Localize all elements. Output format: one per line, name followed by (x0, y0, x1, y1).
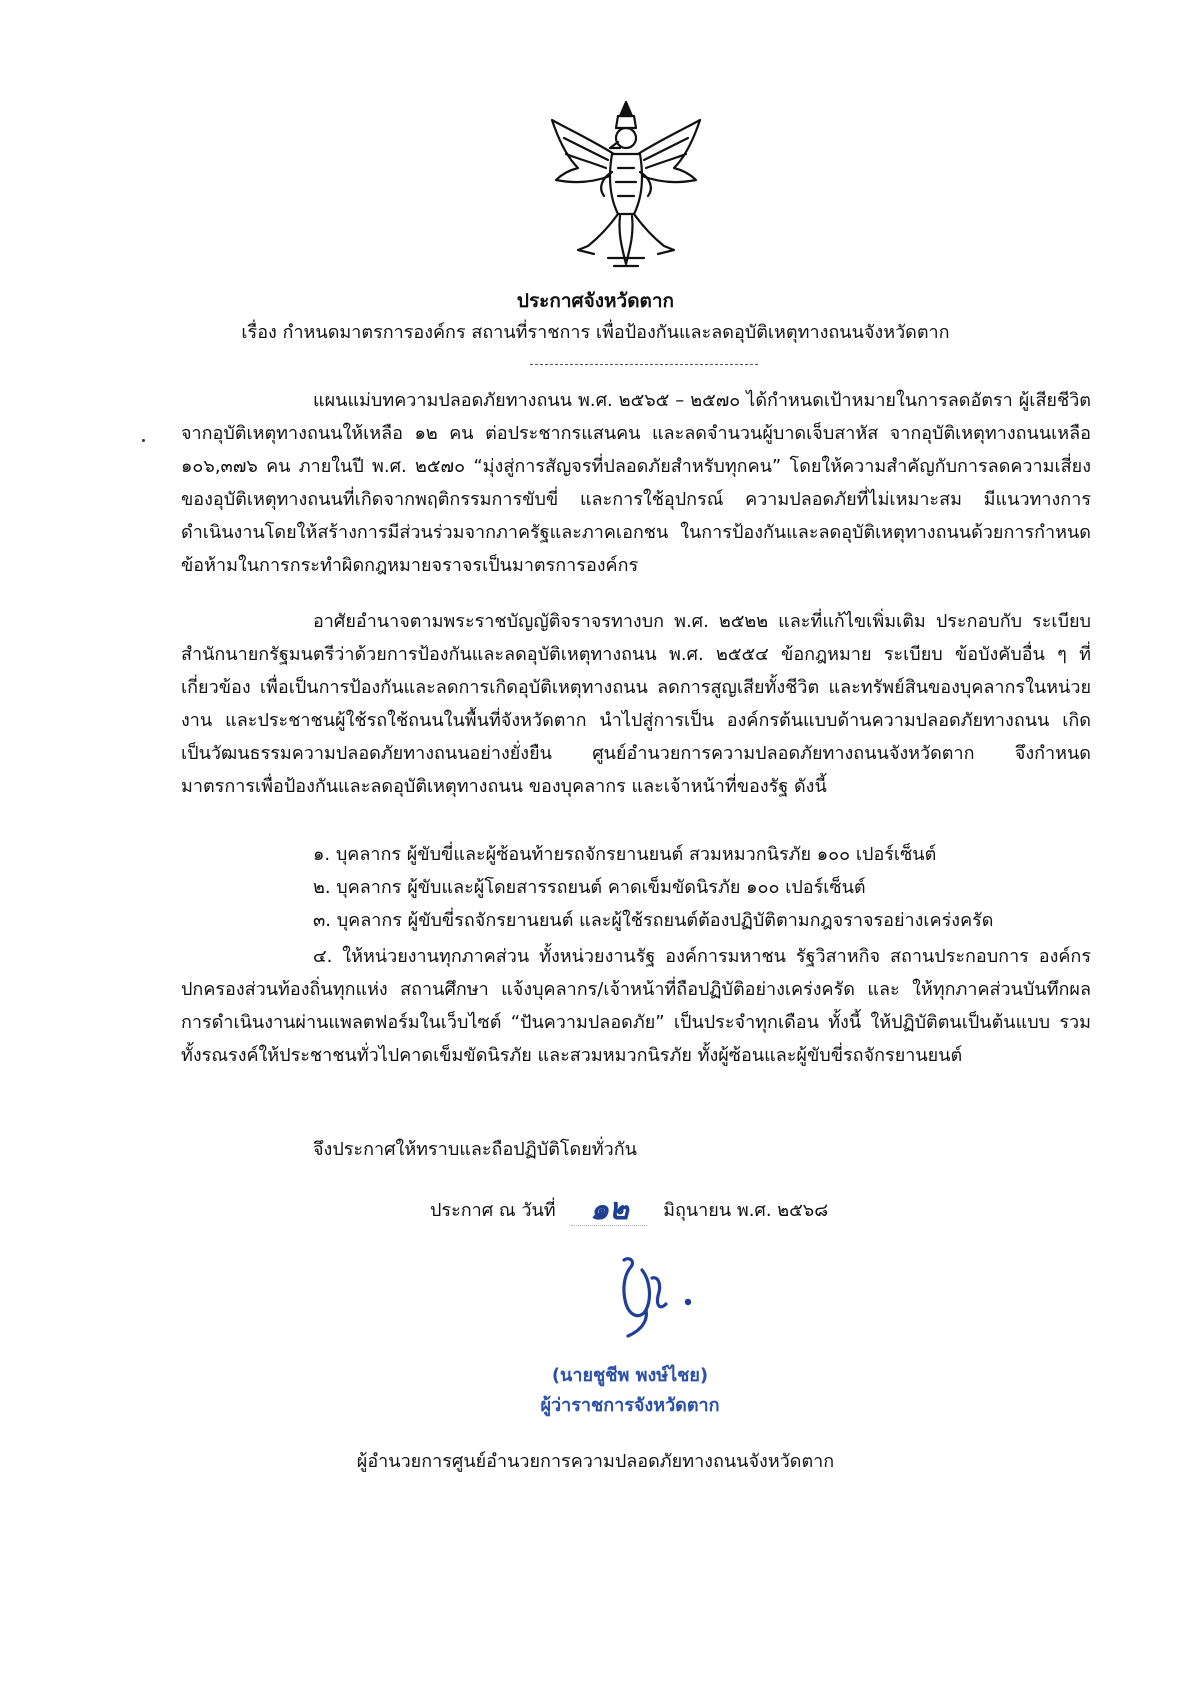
paragraph-legal-authority: อาศัยอำนาจตามพระราชบัญญัติจราจรทางบก พ.ศ. ๒๕๒๒ และที่แก้ไขเพิ่มเติม ประกอบกับ ระเบียบสำนักนายกรัฐมนตรีว่าด้วยการป้องกันและลดอุบัติเหตุทางถนน พ.ศ. ๒๕๕๔ ข้อกฎหมาย ระเบียบ ข้อบังคับอื่น ๆ ที่เกี่ยวข้อง เพื่อเป็นการป้องกันและลดการเกิดอุบัติเหตุทางถนน ลดการสูญเสียทั้งชีวิต และทรัพย์สินของบุคลากรในหน่วยงาน และประชาชนผู้ใช้รถใช้ถนนในพื้นที่จังหวัดตาก นำไปสู่การเป็น องค์กรต้นแบบด้านความปลอดภัยทางถนน เกิดเป็นวัฒนธรรมความปลอดภัยทางถนนอย่างยั่งยืน ศูนย์อำนวยการความปลอดภัยทางถนนจังหวัดตาก จึงกำหนดมาตรการเพื่อป้องกันและลดอุบัติเหตุทางถนน ของบุคลากร และเจ้าหน้าที่ของรัฐ ดังนี้ (181, 611, 1091, 797)
signer-name: (นายชูชีพ พงษ์ไชย) (551, 1365, 709, 1386)
handwritten-signature-icon (596, 1250, 706, 1340)
announcement-title: ประกาศจังหวัดตาก (516, 290, 675, 312)
date-suffix: มิถุนายน พ.ศ. ๒๕๖๘ (663, 1200, 829, 1221)
announcement-date (430, 1192, 829, 1227)
closing-statement: จึงประกาศให้ทราบและถือปฏิบัติโดยทั่วกัน (313, 1139, 637, 1160)
dashed-divider (530, 364, 758, 365)
signer-position: ผู้ว่าราชการจังหวัดตาก (540, 1395, 720, 1416)
measure-item-4: ๔. ให้หน่วยงานทุกภาคส่วน ทั้งหน่วยงานรัฐ องค์การมหาชน รัฐวิสาหกิจ สถานประกอบการ องค์กรปกครองส่วนท้องถิ่นทุกแห่ง สถานศึกษา แจ้งบุคลากร/เจ้าหน้าที่ถือปฏิบัติอย่างเคร่งครัด และ ให้ทุกภาคส่วนบันทึกผลการดำเนินงานผ่านแพลตฟอร์มในเว็บไซต์ “ปันความปลอดภัย” เป็นประจำทุกเดือน ทั้งนี้ ให้ปฏิบัติตนเป็นต้นแบบ รวมทั้งรณรงค์ให้ประชาชนทั่วไปคาดเข็มขัดนิรภัย และสวมหมวกนิรภัย ทั้งผู้ซ้อนและผู้ขับขี่รถจักรยานยนต์ (181, 946, 1091, 1066)
measure-item-1: ๑. บุคลากร ผู้ขับขี่และผู้ซ้อนท้ายรถจักรยานยนต์ สวมหมวกนิรภัย ๑๐๐ เปอร์เซ็นต์ (313, 844, 937, 865)
signer-role: ผู้อำนวยการศูนย์อำนวยการความปลอดภัยทางถนนจังหวัดตาก (356, 1451, 835, 1472)
paragraph-road-safety-plan: แผนแม่บทความปลอดภัยทางถนน พ.ศ. ๒๕๖๕ – ๒๕๗๐ ได้กำหนดเป้าหมายในการลดอัตรา ผู้เสียชีวิตจากอุบัติเหตุทางถนนให้เหลือ ๑๒ คน ต่อประชากรแสนคน และลดจำนวนผู้บาดเจ็บสาหัส จากอุบัติเหตุทางถนนเหลือ ๑๐๖,๓๗๖ คน ภายในปี พ.ศ. ๒๕๗๐ “มุ่งสู่การสัญจรที่ปลอดภัยสำหรับทุกคน” โดยให้ความสำคัญกับการลดความเสี่ยงของอุบัติเหตุทางถนนที่เกิดจากพฤติกรรมการขับขี่ และการใช้อุปกรณ์ ความปลอดภัยที่ไม่เหมาะสม มีแนวทางการดำเนินงานโดยให้สร้างการมีส่วนร่วมจากภาครัฐและภาคเอกชน ในการป้องกันและลดอุบัติเหตุทางถนนด้วยการกำหนดข้อห้ามในการกระทำผิดกฎหมายจราจรเป็นมาตรการองค์กร (181, 390, 1091, 576)
date-prefix: ประกาศ ณ วันที่ (430, 1200, 556, 1221)
garuda-emblem-icon (548, 98, 704, 274)
date-day-handwritten: ๑๒ (571, 1195, 647, 1226)
measure-item-2: ๒. บุคลากร ผู้ขับและผู้โดยสารรถยนต์ คาดเข็มขัดนิรภัย ๑๐๐ เปอร์เซ็นต์ (313, 877, 866, 898)
measure-item-3: ๓. บุคลากร ผู้ขับขี่รถจักรยานยนต์ และผู้ใช้รถยนต์ต้องปฏิบัติตามกฎจราจรอย่างเคร่งครัด (313, 910, 994, 931)
scan-speck (142, 439, 145, 442)
announcement-subject: เรื่อง กำหนดมาตรการองค์กร สถานที่ราชการ เพื่อป้องกันและลดอุบัติเหตุทางถนนจังหวัดตาก (241, 322, 950, 343)
